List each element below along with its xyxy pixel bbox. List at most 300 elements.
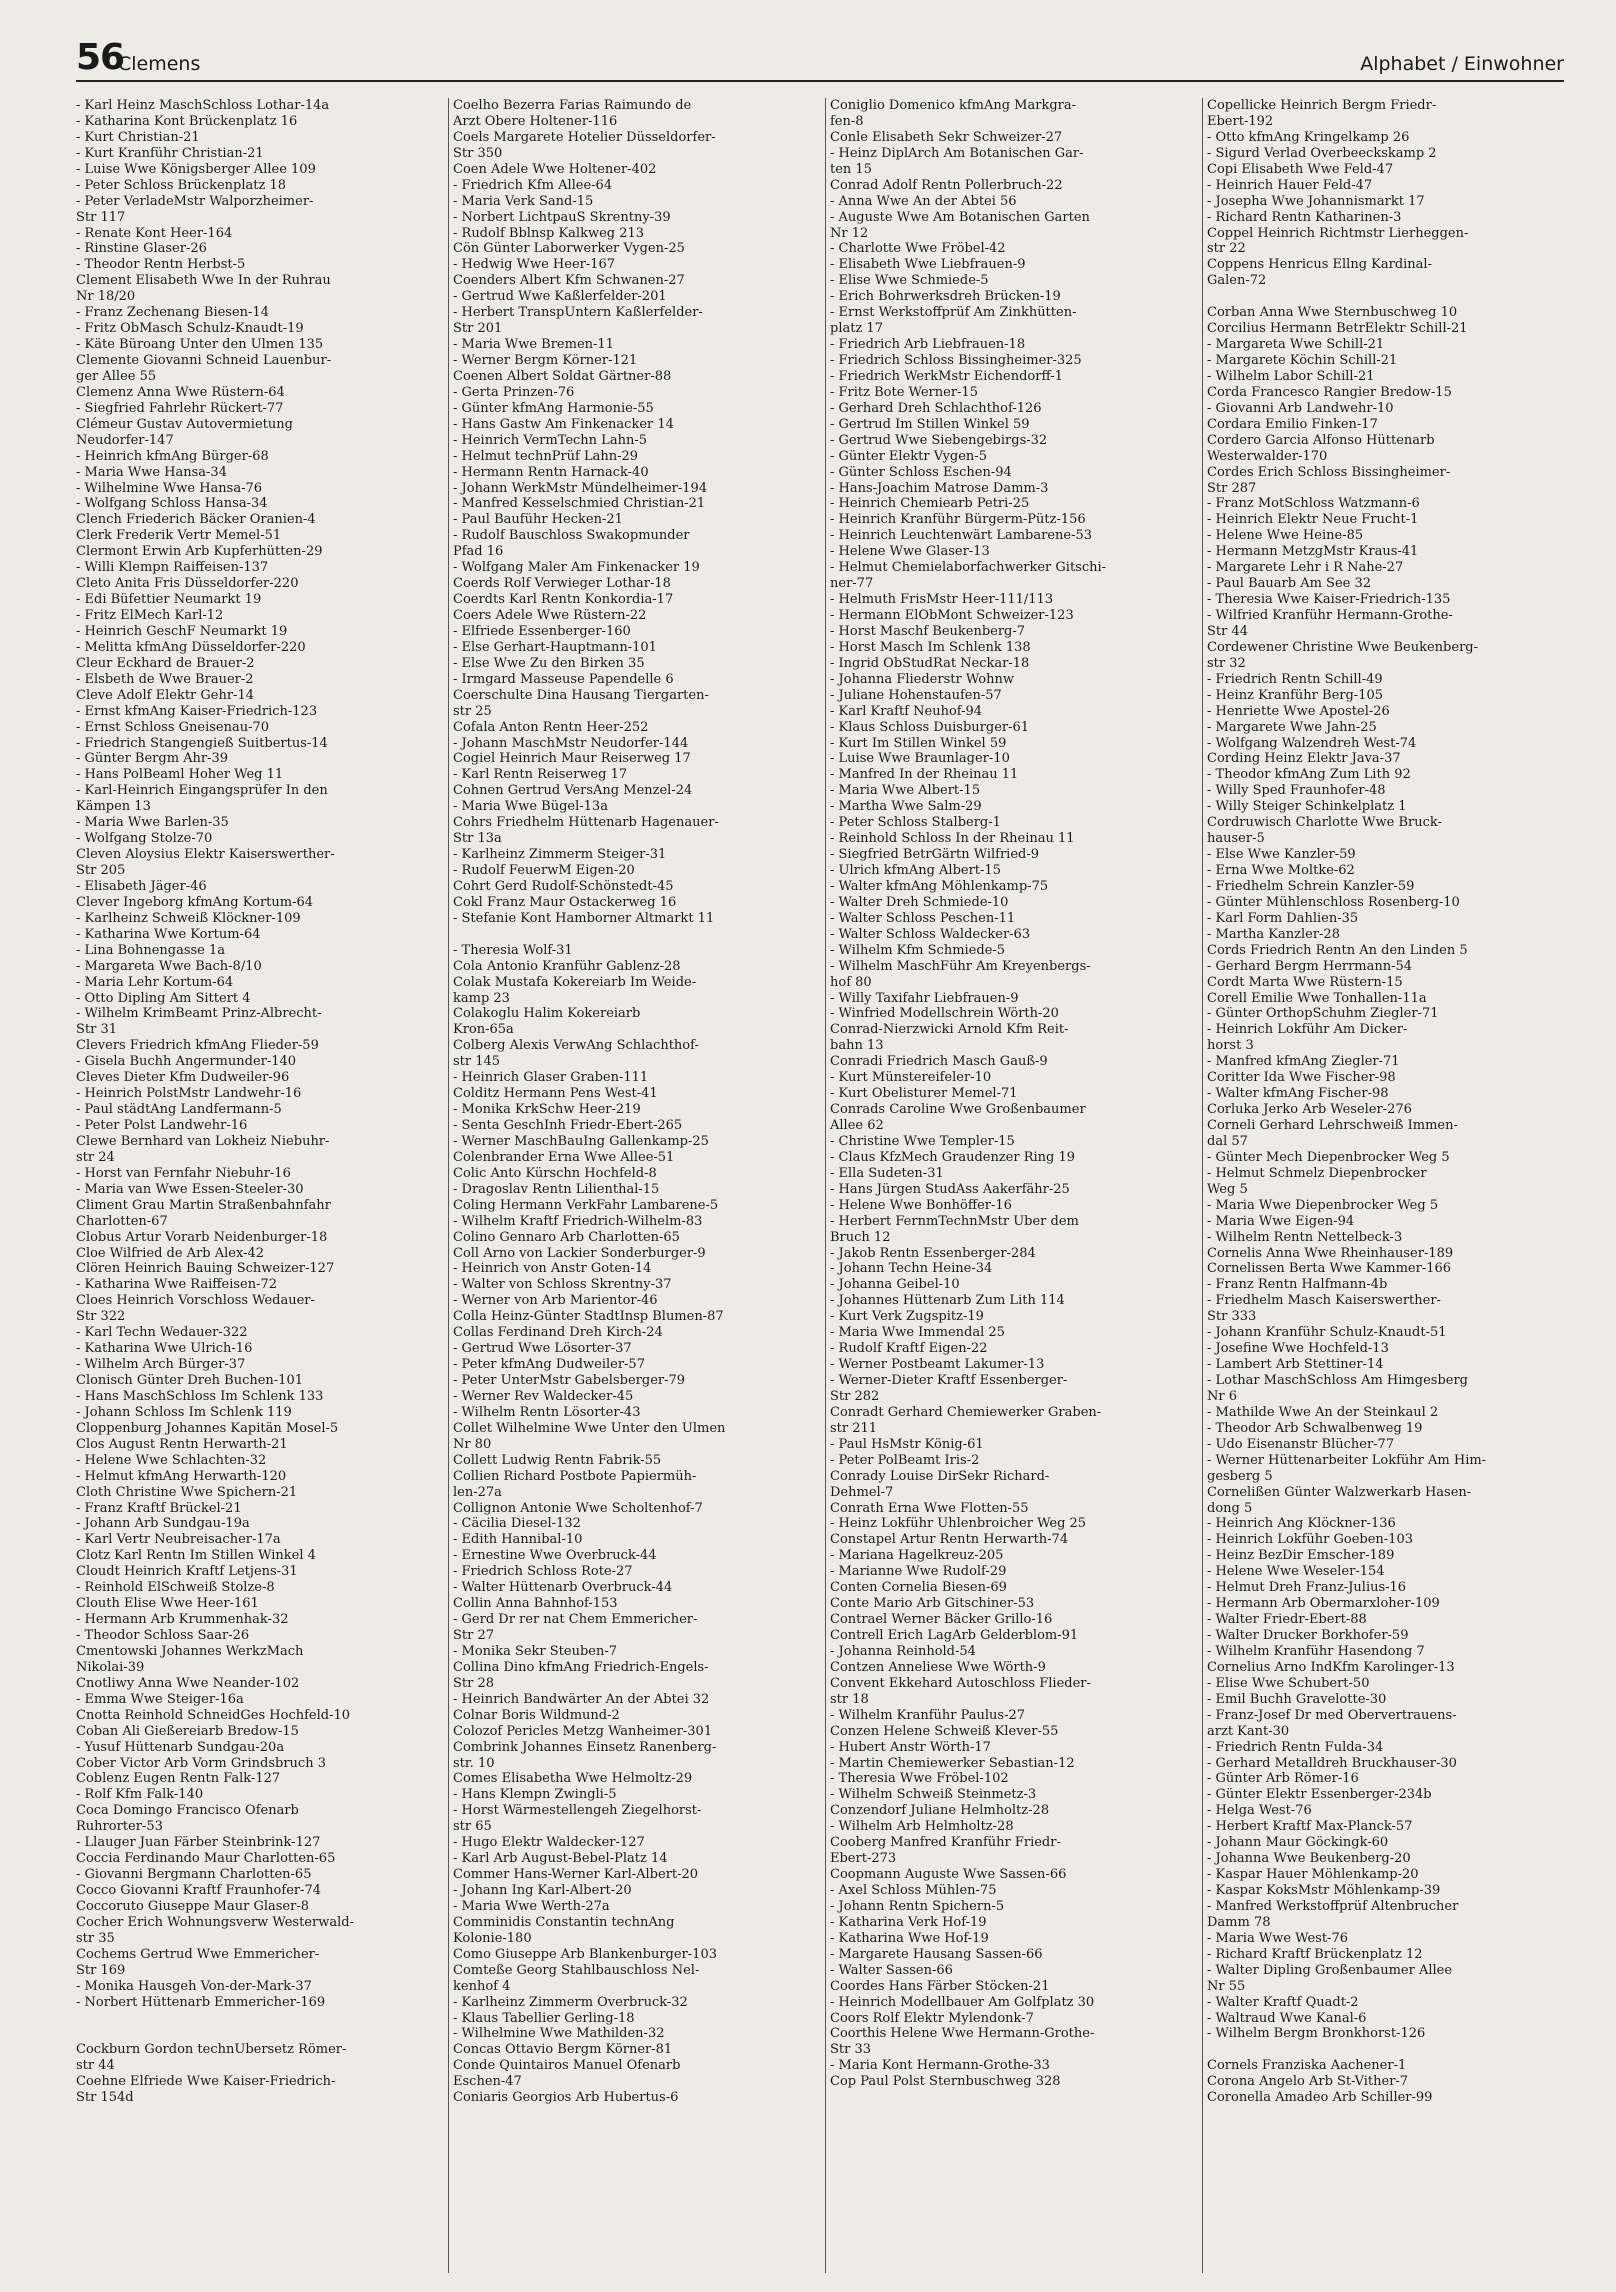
- directory-entry-line: Coppens Henricus Ellng Kardinal-: [1207, 257, 1432, 273]
- directory-entry-line: kamp 23: [453, 990, 510, 1006]
- directory-entry-line: Coers Adele Wwe Rüstern-22: [453, 608, 647, 623]
- directory-entry-line: - Ernestine Wwe Overbruck-44: [453, 1548, 657, 1564]
- directory-entry-line: - Helene Wwe Glaser-13: [830, 544, 990, 560]
- directory-entry-line: - Hedwig Wwe Heer-167: [453, 257, 616, 273]
- directory-entry-line: - Helene Wwe Weseler-154: [1207, 1564, 1385, 1580]
- directory-entry-line: - Gerhard Bergm Herrmann-54: [1207, 958, 1413, 974]
- directory-entry-line: Colakoglu Halim Kokereiarb: [453, 1006, 641, 1022]
- directory-entry-line: - Else Wwe Kanzler-59: [1207, 847, 1356, 863]
- directory-entry-line: Nr 18/20: [76, 289, 136, 305]
- page-header: [76, 37, 1564, 82]
- directory-entry-line: - Wilhelmine Wwe Hansa-76: [76, 480, 263, 496]
- directory-entry-line: - Charlotte Wwe Fröbel-42: [830, 241, 1006, 257]
- directory-entry-line: - Günter Elektr Essenberger-234b: [1207, 1787, 1432, 1803]
- directory-entry-line: - Heinrich Glaser Graben-111: [453, 1070, 649, 1086]
- directory-entry-line: Colino Gennaro Arb Charlotten-65: [453, 1229, 680, 1245]
- directory-entry-line: - Katharina Wwe Kortum-64: [76, 926, 261, 942]
- directory-entry-line: - Heinrich VermTechn Lahn-5: [453, 432, 647, 448]
- directory-entry-line: Str 13a: [453, 831, 502, 847]
- directory-entry-line: - Monika Sekr Steuben-7: [453, 1643, 618, 1659]
- directory-entry-line: Str 117: [76, 209, 126, 225]
- directory-entry-line: ger Allee 55: [76, 368, 157, 384]
- directory-entry-line: str 25: [453, 703, 492, 719]
- directory-entry-line: - Gertrud Wwe Kaßlerfelder-201: [453, 289, 667, 305]
- directory-entry-line: Cordt Marta Wwe Rüstern-15: [1207, 974, 1403, 990]
- directory-entry-line: Colenbrander Erna Wwe Allee-51: [453, 1149, 675, 1165]
- directory-entry-line: Cornelißen Günter Walzwerkarb Hasen-: [1207, 1484, 1472, 1500]
- directory-entry-line: - Giovanni Bergmann Charlotten-65: [76, 1867, 312, 1883]
- directory-entry-line: arzt Kant-30: [1207, 1723, 1290, 1739]
- directory-entry-line: - Horst Maschf Beukenberg-7: [830, 623, 1026, 639]
- directory-entry-line: - Sigurd Verlad Overbeeckskamp 2: [1207, 145, 1437, 161]
- directory-entry-line: - Kurt Im Stillen Winkel 59: [830, 735, 1007, 751]
- directory-entry-line: - Günter OrthopSchuhm Ziegler-71: [1207, 1006, 1439, 1022]
- directory-entry-line: - Maria Lehr Kortum-64: [76, 974, 234, 990]
- directory-entry-line: Contzen Anneliese Wwe Wörth-9: [830, 1659, 1046, 1675]
- directory-entry-line: - Heinrich Modellbauer Am Golfplatz 30: [830, 1994, 1095, 2010]
- directory-entry-line: - Manfred Kesselschmied Christian-21: [453, 496, 706, 512]
- directory-entry-line: Str 28: [453, 1675, 495, 1691]
- directory-entry-line: - Gertrud Im Stillen Winkel 59: [830, 416, 1030, 432]
- directory-entry-line: Cola Antonio Kranführ Gablenz-28: [453, 958, 681, 974]
- directory-entry-line: Str 154d: [76, 2090, 134, 2106]
- directory-entry-line: - Theodor Rentn Herbst-5: [76, 257, 246, 273]
- directory-entry-line: Clos August Rentn Herwarth-21: [76, 1436, 288, 1452]
- directory-entry-line: - Peter kfmAng Dudweiler-57: [453, 1357, 645, 1373]
- directory-entry-line: - Friedrich WerkMstr Eichendorff-1: [830, 368, 1063, 384]
- directory-entry-line: fen-8: [830, 113, 864, 129]
- directory-entry-line: - Kurt Kranführ Christian-21: [76, 145, 264, 161]
- directory-entry-line: Str 27: [453, 1628, 495, 1643]
- directory-entry-line: - Claus KfzMech Graudenzer Ring 19: [830, 1149, 1076, 1165]
- directory-entry-line: - Gerhard Metalldreh Bruckhauser-30: [1207, 1755, 1457, 1771]
- directory-entry-line: Colozof Pericles Metzg Wanheimer-301: [453, 1723, 713, 1739]
- directory-entry-line: - Kurt Christian-21: [76, 129, 200, 145]
- directory-entry-line: - Wilhelm Bergm Bronkhorst-126: [1207, 2026, 1426, 2042]
- directory-entry-line: Cords Friedrich Rentn An den Linden 5: [1207, 942, 1468, 958]
- directory-entry-line: - Maria Kont Hermann-Grothe-33: [830, 2058, 1050, 2074]
- directory-entry-line: Collina Dino kfmAng Friedrich-Engels-: [453, 1659, 709, 1675]
- directory-entry-line: Coen Adele Wwe Holtener-402: [453, 161, 657, 177]
- directory-entry-line: Clonisch Günter Dreh Buchen-101: [76, 1373, 303, 1388]
- directory-entry-line: Cocher Erich Wohnungsverw Westerwald-: [76, 1914, 354, 1930]
- directory-entry-line: Cordruwisch Charlotte Wwe Bruck-: [1207, 815, 1442, 831]
- directory-entry-line: Contrell Erich LagArb Gelderblom-91: [830, 1628, 1079, 1643]
- directory-entry-line: Commer Hans-Werner Karl-Albert-20: [453, 1867, 699, 1883]
- directory-entry-line: - Renate Kont Heer-164: [76, 225, 233, 241]
- directory-entry-line: dong 5: [1207, 1500, 1253, 1516]
- directory-entry-line: - Peter Schloss Brückenplatz 18: [76, 177, 287, 193]
- directory-entry-line: - Katharina Wwe Raiffeisen-72: [76, 1277, 278, 1293]
- directory-entry-line: Westerwalder-170: [1207, 448, 1328, 464]
- directory-entry-line: - Edith Hannibal-10: [453, 1532, 583, 1548]
- directory-entry-line: Corluka Jerko Arb Weseler-276: [1207, 1102, 1412, 1118]
- directory-entry-line: - Walter Kraftf Quadt-2: [1207, 1994, 1359, 2010]
- directory-entry-line: - Manfred Werkstoffprüf Altenbrucher: [1207, 1898, 1459, 1914]
- directory-entry-line: - Hans Jürgen StudAss Aakerfähr-25: [830, 1181, 1070, 1197]
- directory-entry-line: - Friedrich Schloss Bissingheimer-325: [830, 353, 1082, 368]
- directory-entry-line: - Wolfgang Walzendreh West-74: [1207, 735, 1417, 751]
- directory-entry-line: Arzt Obere Holtener-116: [453, 113, 618, 129]
- directory-entry-line: - Stefanie Kont Hamborner Altmarkt 11: [453, 910, 715, 926]
- directory-entry-line: - Maria Wwe Barlen-35: [76, 815, 229, 831]
- directory-entry-line: - Hans PolBeaml Hoher Weg 11: [76, 767, 284, 783]
- directory-entry-line: Cloth Christine Wwe Spichern-21: [76, 1484, 298, 1500]
- directory-entry-line: - Elisabeth Jäger-46: [76, 878, 207, 894]
- directory-entry-line: - Günter Elektr Vygen-5: [830, 448, 987, 464]
- directory-column-4: [1207, 98, 1565, 2278]
- directory-entry-line: - Johann Maur Göckingk-60: [1207, 1835, 1389, 1851]
- directory-entry-line: kenhof 4: [453, 1978, 511, 1994]
- directory-entry-line: - Karl Kraftf Neuhof-94: [830, 703, 983, 719]
- directory-entry-line: - Yusuf Hüttenarb Sundgau-20a: [76, 1739, 285, 1755]
- directory-entry-line: Collet Wilhelmine Wwe Unter den Ulmen: [453, 1420, 726, 1436]
- directory-entry-line: - Herbert TranspUntern Kaßlerfelder-: [453, 305, 703, 321]
- directory-column-3: [830, 98, 1188, 2278]
- directory-entry-line: Contrael Werner Bäcker Grillo-16: [830, 1612, 1053, 1628]
- directory-entry-line: - Ulrich kfmAng Albert-15: [830, 863, 1001, 878]
- directory-entry-line: Coblenz Eugen Rentn Falk-127: [76, 1771, 281, 1787]
- directory-entry-line: - Wilhelm Kfm Schmiede-5: [830, 942, 1006, 958]
- directory-entry-line: - Otto kfmAng Kringelkamp 26: [1207, 129, 1410, 145]
- directory-entry-line: - Kaspar Hauer Möhlenkamp-20: [1207, 1867, 1419, 1883]
- directory-entry-line: Coels Margarete Hotelier Düsseldorfer-: [453, 129, 716, 145]
- directory-entry-line: - Wilhelm Arch Bürger-37: [76, 1357, 246, 1373]
- directory-entry-line: - Johanna Fliederstr Wohnw: [830, 671, 1014, 687]
- directory-entry-line: - Werner von Arb Marientor-46: [453, 1293, 658, 1309]
- directory-entry-line: - Margareta Wwe Schill-21: [1207, 337, 1385, 353]
- directory-entry-line: Str 350: [453, 145, 503, 161]
- directory-entry-line: Str 282: [830, 1388, 880, 1404]
- directory-entry-line: - Reinhold Schloss In der Rheinau 11: [830, 831, 1075, 847]
- directory-entry-line: Coronella Amadeo Arb Schiller-99: [1207, 2090, 1433, 2106]
- directory-entry-line: - Theodor Arb Schwalbenweg 19: [1207, 1420, 1423, 1436]
- directory-entry-line: - Maria Wwe Hansa-34: [76, 464, 227, 480]
- directory-entry-line: Corda Francesco Rangier Bredow-15: [1207, 384, 1452, 400]
- directory-entry-line: - Dragoslav Rentn Lilienthal-15: [453, 1181, 660, 1197]
- directory-entry-line: Cleur Eckhard de Brauer-2: [76, 655, 255, 671]
- directory-entry-line: Str 44: [1207, 623, 1249, 639]
- directory-entry-line: str 44: [76, 2058, 115, 2074]
- directory-entry-line: str 18: [830, 1691, 869, 1707]
- directory-entry-line: - Margarete Hausang Sassen-66: [830, 1946, 1043, 1962]
- directory-entry-line: Combrink Johannes Einsetz Ranenberg-: [453, 1739, 717, 1755]
- directory-entry-line: - Peter VerladeMstr Walporzheimer-: [76, 193, 314, 209]
- directory-entry-line: len-27a: [453, 1484, 502, 1500]
- directory-entry-line: Conradi Friedrich Masch Gauß-9: [830, 1054, 1048, 1070]
- directory-entry-line: - Werner Rev Waldecker-45: [453, 1388, 634, 1404]
- directory-entry-line: - Franz MotSchloss Watzmann-6: [1207, 496, 1420, 512]
- directory-entry-line: - Monika Hausgeh Von-der-Mark-37: [76, 1978, 312, 1994]
- directory-entry-line: Constapel Artur Rentn Herwarth-74: [830, 1532, 1069, 1548]
- directory-entry-line: Conzendorf Juliane Helmholtz-28: [830, 1803, 1050, 1819]
- directory-entry-line: - Karl Arb August-Bebel-Platz 14: [453, 1851, 668, 1867]
- directory-entry-line: - Werner Hüttenarbeiter Lokführ Am Him-: [1207, 1452, 1487, 1468]
- directory-entry-line: - Irmgard Masseuse Papendelle 6: [453, 671, 674, 687]
- directory-entry-line: Clemenz Anna Wwe Rüstern-64: [76, 384, 285, 400]
- directory-entry-line: - Helga West-76: [1207, 1803, 1312, 1819]
- directory-entry-line: Nr 6: [1207, 1388, 1237, 1404]
- directory-entry-line: - Franz Rentn Halfmann-4b: [1207, 1277, 1388, 1293]
- directory-entry-line: str 145: [453, 1054, 501, 1070]
- directory-entry-line: - Helene Wwe Heine-85: [1207, 528, 1364, 544]
- directory-entry-line: - Helmut technPrüf Lahn-29: [453, 448, 639, 464]
- directory-entry-line: - Rudolf Bauschloss Swakopmunder: [453, 528, 690, 544]
- directory-entry-line: - Fritz ElMech Karl-12: [76, 608, 224, 623]
- directory-entry-line: - Helmut kfmAng Herwarth-120: [76, 1468, 287, 1484]
- directory-entry-line: - Reinhold ElSchweiß Stolze-8: [76, 1580, 275, 1596]
- directory-entry-line: Corona Angelo Arb St-Vither-7: [1207, 2074, 1409, 2090]
- directory-entry-line: - Elisabeth Wwe Liebfrauen-9: [830, 257, 1026, 273]
- directory-entry-line: - Helmut Dreh Franz-Julius-16: [1207, 1580, 1407, 1596]
- directory-entry-line: Coerds Rolf Verwieger Lothar-18: [453, 576, 671, 592]
- directory-entry-line: - Peter PolBeamt Iris-2: [830, 1452, 980, 1468]
- directory-entry-line: - Waltraud Wwe Kanal-6: [1207, 2010, 1367, 2026]
- directory-entry-line: - Hermann Arb Obermarxloher-109: [1207, 1596, 1440, 1612]
- directory-entry-line: - Gerta Prinzen-76: [453, 384, 575, 400]
- directory-entry-line: - Heinrich Chemiearb Petri-25: [830, 496, 1030, 512]
- directory-entry-line: - Siegfried Fahrlehr Rückert-77: [76, 400, 284, 416]
- directory-entry-line: Eschen-47: [453, 2074, 522, 2090]
- directory-entry-line: Clotz Karl Rentn Im Stillen Winkel 4: [76, 1548, 316, 1564]
- directory-entry-line: Comteße Georg Stahlbauschloss Nel-: [453, 1962, 700, 1978]
- directory-entry-line: Allee 62: [830, 1118, 884, 1133]
- directory-entry-line: Coppel Heinrich Richtmstr Lierheggen-: [1207, 225, 1469, 241]
- directory-entry-line: - Emil Buchh Gravelotte-30: [1207, 1691, 1387, 1707]
- directory-entry-line: Coritter Ida Wwe Fischer-98: [1207, 1070, 1396, 1086]
- directory-entry-line: - Heinrich Lokführ Goeben-103: [1207, 1532, 1413, 1548]
- directory-entry-line: - Martin Chemiewerker Sebastian-12: [830, 1755, 1075, 1771]
- directory-entry-line: - Christine Wwe Templer-15: [830, 1133, 1015, 1149]
- directory-entry-line: - Katharina Kont Brückenplatz 16: [76, 113, 298, 129]
- directory-entry-line: Cohrs Friedhelm Hüttenarb Hagenauer-: [453, 815, 719, 831]
- directory-entry-line: str 65: [453, 1819, 492, 1835]
- directory-entry-line: - Gisela Buchh Angermunder-140: [76, 1054, 297, 1070]
- directory-entry-line: - Martha Wwe Salm-29: [830, 799, 982, 815]
- directory-entry-line: - Fritz ObMasch Schulz-Knaudt-19: [76, 321, 304, 337]
- page-number: 56: [76, 37, 125, 78]
- directory-entry-line: - Heinrich Lokführ Am Dicker-: [1207, 1022, 1408, 1038]
- directory-entry-line: - Johann Techn Heine-34: [830, 1261, 993, 1277]
- directory-entry-line: str 35: [76, 1930, 115, 1946]
- directory-entry-line: - Emma Wwe Steiger-16a: [76, 1691, 244, 1707]
- directory-entry-line: - Wolfgang Maler Am Finkenacker 19: [453, 560, 700, 576]
- directory-entry-line: - Hans-Joachim Matrose Damm-3: [830, 480, 1049, 496]
- directory-entry-line: - Hermann ElObMont Schweizer-123: [830, 608, 1074, 623]
- directory-entry-line: ner-77: [830, 576, 874, 592]
- directory-entry-line: Copellicke Heinrich Bergm Friedr-: [1207, 98, 1437, 113]
- directory-entry-line: - Heinrich Leuchtenwärt Lambarene-53: [830, 528, 1093, 544]
- directory-entry-line: - Walter Hüttenarb Overbruck-44: [453, 1580, 673, 1596]
- directory-entry-line: Collien Richard Postbote Papiermüh-: [453, 1468, 697, 1484]
- directory-entry-line: - Edi Büfettier Neumarkt 19: [76, 592, 262, 608]
- directory-entry-line: - Werner Postbeamt Lakumer-13: [830, 1357, 1045, 1373]
- directory-entry-line: - Gertrud Wwe Lösorter-37: [453, 1341, 632, 1357]
- directory-entry-line: - Gerhard Dreh Schlachthof-126: [830, 400, 1042, 416]
- directory-entry-line: Coca Domingo Francisco Ofenarb: [76, 1803, 299, 1819]
- directory-entry-line: - Karl Techn Wedauer-322: [76, 1325, 248, 1341]
- directory-entry-line: gesberg 5: [1207, 1468, 1273, 1484]
- directory-entry-line: Copi Elisabeth Wwe Feld-47: [1207, 161, 1394, 177]
- directory-entry-line: - Anna Wwe An der Abtei 56: [830, 193, 1017, 209]
- directory-entry-line: - Johann Kranführ Schulz-Knaudt-51: [1207, 1325, 1447, 1341]
- directory-entry-line: - Auguste Wwe Am Botanischen Garten: [830, 209, 1090, 225]
- directory-column-1: [76, 98, 434, 2278]
- directory-entry-line: - Wilhelm Rentn Nettelbeck-3: [1207, 1229, 1403, 1245]
- directory-entry-line: - Hans Gastw Am Finkenacker 14: [453, 416, 674, 432]
- directory-entry-line: Climent Grau Martin Straßenbahnfahr: [76, 1197, 331, 1213]
- directory-entry-line: - Maria Wwe Bremen-11: [453, 337, 614, 353]
- directory-entry-line: - Hermann Arb Krummenhak-32: [76, 1612, 289, 1628]
- directory-entry-line: Ebert-192: [1207, 113, 1274, 129]
- directory-entry-line: - Marianne Wwe Rudolf-29: [830, 1564, 1007, 1580]
- directory-entry-line: Conle Elisabeth Sekr Schweizer-27: [830, 129, 1063, 145]
- directory-entry-line: - Karl Vertr Neubreisacher-17a: [76, 1532, 281, 1548]
- directory-entry-line: Nr 55: [1207, 1978, 1246, 1994]
- directory-entry-line: - Horst van Fernfahr Niebuhr-16: [76, 1165, 291, 1181]
- directory-entry-line: - Margarete Wwe Jahn-25: [1207, 719, 1377, 735]
- directory-entry-line: - Heinrich Ang Klöckner-136: [1207, 1516, 1396, 1532]
- directory-entry-line: - Paul Bauarb Am See 32: [1207, 576, 1372, 592]
- directory-entry-line: Str 287: [1207, 480, 1257, 496]
- directory-entry-line: Cohnen Gertrud VersAng Menzel-24: [453, 783, 693, 799]
- directory-entry-line: Colberg Alexis VerwAng Schlachthof-: [453, 1038, 699, 1054]
- directory-entry-line: Clerk Frederik Vertr Memel-51: [76, 528, 282, 544]
- directory-entry-line: - Heinz Lokführ Uhlenbroicher Weg 25: [830, 1516, 1087, 1532]
- directory-entry-line: Cnotliwy Anna Wwe Neander-102: [76, 1675, 300, 1691]
- directory-entry-line: - Günter Mühlenschloss Rosenberg-10: [1207, 894, 1460, 910]
- directory-entry-line: hof 80: [830, 974, 872, 990]
- directory-entry-line: Cordewener Christine Wwe Beukenberg-: [1207, 639, 1479, 655]
- directory-entry-line: bahn 13: [830, 1038, 884, 1054]
- directory-entry-line: - Friedrich Rentn Fulda-34: [1207, 1739, 1384, 1755]
- directory-entry-line: - Theodor kfmAng Zum Lith 92: [1207, 767, 1411, 783]
- directory-entry-line: str 32: [1207, 655, 1246, 671]
- directory-entry-line: - Wilfried Kranführ Hermann-Grothe-: [1207, 608, 1453, 623]
- directory-entry-line: Cloudt Heinrich Kraftf Letjens-31: [76, 1564, 298, 1580]
- directory-entry-line: - Erich Bohrwerksdreh Brücken-19: [830, 289, 1061, 305]
- directory-entry-line: - Günter Bergm Ahr-39: [76, 751, 229, 767]
- directory-entry-line: - Heinrich Bandwärter An der Abtei 32: [453, 1691, 710, 1707]
- directory-entry-line: - Mariana Hagelkreuz-205: [830, 1548, 1004, 1564]
- directory-entry-line: - Günter kfmAng Harmonie-55: [453, 400, 654, 416]
- directory-entry-line: Coopmann Auguste Wwe Sassen-66: [830, 1867, 1067, 1883]
- directory-entry-line: - Juliane Hohenstaufen-57: [830, 687, 1002, 703]
- directory-entry-line: Conzen Helene Schweiß Klever-55: [830, 1723, 1059, 1739]
- directory-entry-line: - Rudolf Bblnsp Kalkweg 213: [453, 225, 645, 241]
- directory-entry-line: Colditz Hermann Pens West-41: [453, 1086, 658, 1102]
- directory-entry-line: Cloes Heinrich Vorschloss Wedauer-: [76, 1293, 315, 1309]
- directory-entry-line: Cooberg Manfred Kranführ Friedr-: [830, 1835, 1061, 1851]
- directory-entry-line: - Walter Schloss Waldecker-63: [830, 926, 1031, 942]
- directory-entry-line: Coerschulte Dina Hausang Tiergarten-: [453, 687, 709, 703]
- directory-entry-line: - Maria Wwe Eigen-94: [1207, 1213, 1355, 1229]
- directory-entry-line: - Friedrich Stangengieß Suitbertus-14: [76, 735, 328, 751]
- directory-entry-line: - Fritz Bote Werner-15: [830, 384, 978, 400]
- directory-entry-line: Colnar Boris Wildmund-2: [453, 1707, 620, 1723]
- directory-entry-line: Str 322: [76, 1309, 126, 1325]
- directory-entry-line: Collin Anna Bahnhof-153: [453, 1596, 618, 1612]
- directory-entry-line: - Maria van Wwe Essen-Steeler-30: [76, 1181, 304, 1197]
- directory-columns: [76, 98, 1564, 2278]
- directory-entry-line: - Senta GeschInh Friedr-Ebert-265: [453, 1118, 683, 1133]
- directory-entry-line: Clewe Bernhard van Lokheiz Niebuhr-: [76, 1133, 330, 1149]
- directory-entry-line: - Willy Taxifahr Liebfrauen-9: [830, 990, 1019, 1006]
- directory-entry-line: - Friedrich Arb Liebfrauen-18: [830, 337, 1026, 353]
- directory-entry-line: - Katharina Wwe Hof-19: [830, 1930, 989, 1946]
- directory-entry-line: hauser-5: [1207, 831, 1265, 847]
- directory-entry-line: Coling Hermann VerkFahr Lambarene-5: [453, 1197, 719, 1213]
- directory-entry-line: - Werner MaschBauIng Gallenkamp-25: [453, 1133, 709, 1149]
- directory-entry-line: Cop Paul Polst Sternbuschweg 328: [830, 2074, 1061, 2090]
- directory-entry-line: - Karlheinz Zimmerm Steiger-31: [453, 847, 667, 863]
- directory-entry-line: - Heinrich Elektr Neue Frucht-1: [1207, 512, 1419, 528]
- directory-entry-line: - Peter UnterMstr Gabelsberger-79: [453, 1373, 686, 1388]
- directory-entry-line: - Melitta kfmAng Düsseldorfer-220: [76, 639, 306, 655]
- directory-entry-line: Clench Friederich Bäcker Oranien-4: [76, 512, 316, 528]
- directory-entry-line: - Erna Wwe Moltke-62: [1207, 863, 1355, 878]
- directory-entry-line: - Jakob Rentn Essenberger-284: [830, 1245, 1036, 1261]
- directory-entry-line: Conrads Caroline Wwe Großenbaumer: [830, 1102, 1086, 1118]
- directory-entry-line: Comminidis Constantin technAng: [453, 1914, 675, 1930]
- directory-entry-line: Collas Ferdinand Dreh Kirch-24: [453, 1325, 663, 1341]
- directory-entry-line: - Lambert Arb Stettiner-14: [1207, 1357, 1384, 1373]
- directory-entry-line: Ebert-273: [830, 1851, 897, 1867]
- directory-entry-line: Cockburn Gordon technÜbersetz Römer-: [76, 2042, 347, 2058]
- directory-entry-line: - Margareta Wwe Bach-8/10: [76, 958, 262, 974]
- directory-entry-line: str 211: [830, 1420, 878, 1436]
- directory-entry-line: Coors Rolf Elektr Mylendonk-7: [830, 2010, 1034, 2026]
- directory-entry-line: Conrath Erna Wwe Flotten-55: [830, 1500, 1029, 1516]
- directory-entry-line: - Horst Masch Im Schlenk 138: [830, 639, 1031, 655]
- directory-entry-line: Cleven Aloysius Elektr Kaiserswerther-: [76, 847, 335, 863]
- directory-entry-line: Conde Quintairos Manuel Ofenarb: [453, 2058, 681, 2074]
- directory-entry-line: - Elfriede Essenberger-160: [453, 623, 631, 639]
- directory-entry-line: Cornelius Arno IndKfm Karolinger-13: [1207, 1659, 1455, 1675]
- directory-entry-line: Clement Elisabeth Wwe In der Ruhrau: [76, 273, 331, 289]
- directory-entry-line: - Helmut Schmelz Diepenbrocker: [1207, 1165, 1427, 1181]
- directory-entry-line: - Maria Wwe Albert-15: [830, 783, 981, 799]
- directory-entry-line: - Elise Wwe Schmiede-5: [830, 273, 989, 289]
- directory-entry-line: - Theodor Schloss Saar-26: [76, 1628, 250, 1643]
- directory-entry-line: - Ernst Werkstoffprüf Am Zinkhütten-: [830, 305, 1077, 321]
- directory-entry-line: - Luise Wwe Königsberger Allee 109: [76, 161, 316, 177]
- directory-entry-line: - Karl Form Dahlien-35: [1207, 910, 1359, 926]
- directory-entry-line: Str 169: [76, 1962, 126, 1978]
- directory-entry-line: - Hugo Elektr Waldecker-127: [453, 1835, 645, 1851]
- directory-entry-line: Nr 12: [830, 225, 869, 241]
- directory-entry-line: Cornelis Anna Wwe Rheinhauser-189: [1207, 1245, 1454, 1261]
- directory-entry-line: - Friedrich Schloss Rote-27: [453, 1564, 633, 1580]
- directory-entry-line: Coccoruto Giuseppe Maur Glaser-8: [76, 1898, 309, 1914]
- directory-entry-line: Corban Anna Wwe Sternbuschweg 10: [1207, 305, 1458, 321]
- directory-entry-line: Collignon Antonie Wwe Scholtenhof-7: [453, 1500, 703, 1516]
- directory-entry-line: Str 31: [76, 1022, 118, 1038]
- directory-entry-line: Cön Günter Laborwerker Vygen-25: [453, 241, 685, 257]
- directory-entry-line: Collett Ludwig Rentn Fabrik-55: [453, 1452, 662, 1468]
- directory-entry-line: - Walter Dipling Großenbaumer Allee: [1207, 1962, 1453, 1978]
- directory-entry-line: - Friedrich Kfm Allee-64: [453, 177, 613, 193]
- directory-entry-line: - Richard Rentn Katharinen-3: [1207, 209, 1402, 225]
- directory-entry-line: - Günter Mech Diepenbrocker Weg 5: [1207, 1149, 1450, 1165]
- directory-entry-line: dal 57: [1207, 1133, 1248, 1149]
- directory-entry-line: Cordero Garcia Alfonso Hüttenarb: [1207, 432, 1435, 448]
- directory-entry-line: - Willy Steiger Schinkelplatz 1: [1207, 799, 1407, 815]
- directory-entry-line: Coenders Albert Kfm Schwanen-27: [453, 273, 685, 289]
- directory-entry-line: - Günter Schloss Eschen-94: [830, 464, 1012, 480]
- directory-entry-line: - Heinz BezDir Emscher-189: [1207, 1548, 1395, 1564]
- directory-entry-line: - Helmuth FrisMstr Heer-111/113: [830, 592, 1054, 608]
